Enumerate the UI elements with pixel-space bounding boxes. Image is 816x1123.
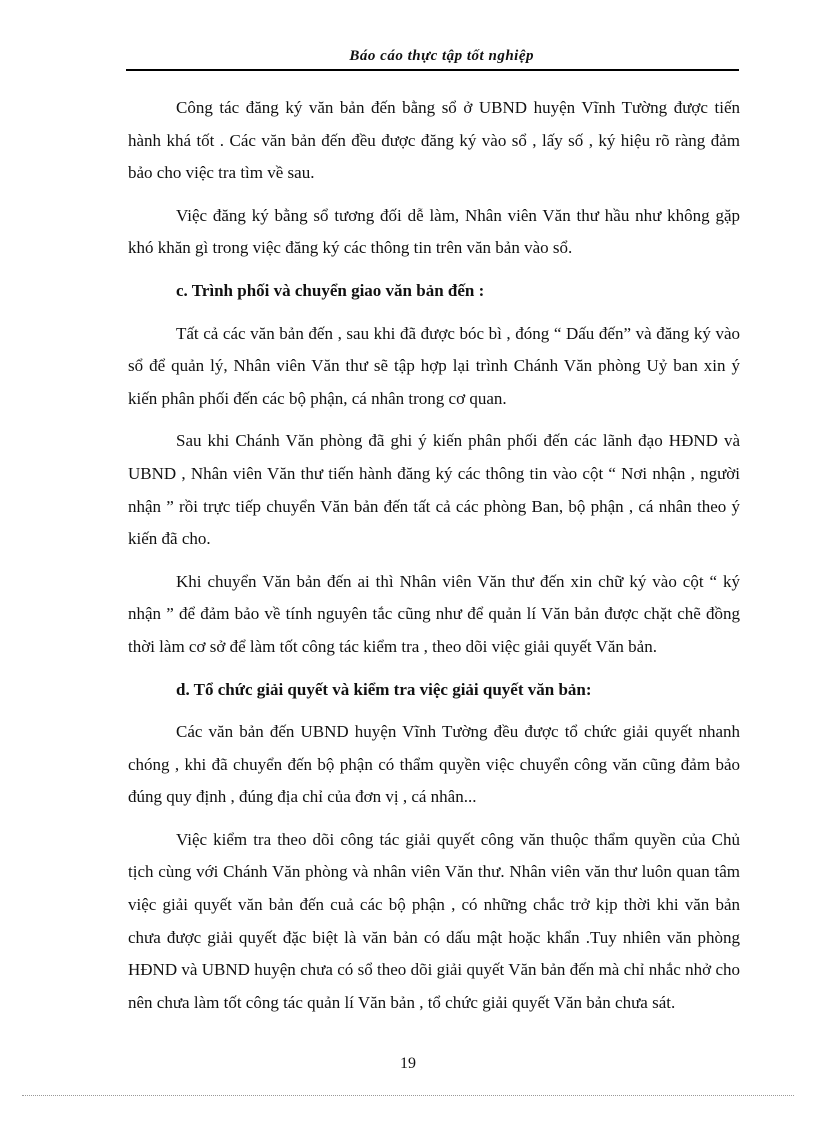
document-body — [128, 92, 740, 1029]
paragraph-6: Các văn bản đến UBND huyện Vĩnh Tường đều được tổ chức giải quyết nhanh chóng , khi đã chuyển đến bộ phận có thẩm quyền việc chuyển công văn cũng đảm bảo đúng quy định , đúng địa chỉ của đơn vị , cá nhân... — [128, 722, 740, 807]
page-header — [0, 48, 816, 74]
header-title: Báo cáo thực tập tốt nghiệp — [349, 48, 534, 64]
paragraph-5: Khi chuyển Văn bản đến ai thì Nhân viên Văn thư đến xin chữ ký vào cột “ ký nhận ” để đảm bảo về tính nguyên tắc cũng như để quản lí Văn bản được chặt chẽ đồng thời làm cơ sở để làm tốt công tác kiểm tra , theo dõi việc giải quyết Văn bản. — [128, 571, 740, 656]
section-heading-c: c. Trình phối và chuyển giao văn bản đến : — [176, 280, 485, 300]
header-rule — [126, 69, 739, 71]
page-number: 19 — [400, 1055, 416, 1072]
page-bottom-divider — [22, 1095, 794, 1096]
paragraph-7: Việc kiểm tra theo dõi công tác giải quyết công văn thuộc thẩm quyền của Chủ tịch cùng với Chánh Văn phòng và nhân viên Văn thư. Nhân viên văn thư luôn quan tâm việc giải quyết văn bản đến cuả các bộ phận , có những chắc trở kịp thời khi văn bản chưa được giải quyết đặc biệt là văn bản có dấu mật hoặc khẩn .Tuy nhiên văn phòng HĐND và UBND huyện chưa có sổ theo dõi giải quyết Văn bản đến mà chỉ nhắc nhở cho nên chưa làm tốt công tác quản lí Văn bản , tổ chức giải quyết Văn bản chưa sát. — [128, 829, 740, 1012]
paragraph-3: Tất cả các văn bản đến , sau khi đã được bóc bì , đóng “ Dấu đến” và đăng ký vào sổ để quản lý, Nhân viên Văn thư sẽ tập hợp lại trình Chánh Văn phòng Uỷ ban xin ý kiến phân phối đến các bộ phận, cá nhân trong cơ quan. — [128, 323, 740, 408]
paragraph-4: Sau khi Chánh Văn phòng đã ghi ý kiến phân phối đến các lãnh đạo HĐND và UBND , Nhân viên Văn thư tiến hành đăng ký các thông tin vào cột “ Nơi nhận , người nhận ” rồi trực tiếp chuyển Văn bản đến tất cả các phòng Ban, bộ phận , cá nhân theo ý kiến đã cho. — [128, 431, 740, 549]
paragraph-1: Công tác đăng ký văn bản đến bằng sổ ở UBND huyện Vĩnh Tường được tiến hành khá tốt . Các văn bản đến đều được đăng ký vào sổ , lấy số , ký hiệu rõ ràng đảm bảo cho việc tra tìm về sau. — [128, 98, 740, 183]
section-heading-d: d. Tổ chức giải quyết và kiểm tra việc giải quyết văn bản: — [176, 679, 592, 699]
paragraph-2: Việc đăng ký bằng sổ tương đối dễ làm, Nhân viên Văn thư hầu như không gặp khó khăn gì trong việc đăng ký các thông tin trên văn bản vào sổ. — [128, 205, 740, 258]
